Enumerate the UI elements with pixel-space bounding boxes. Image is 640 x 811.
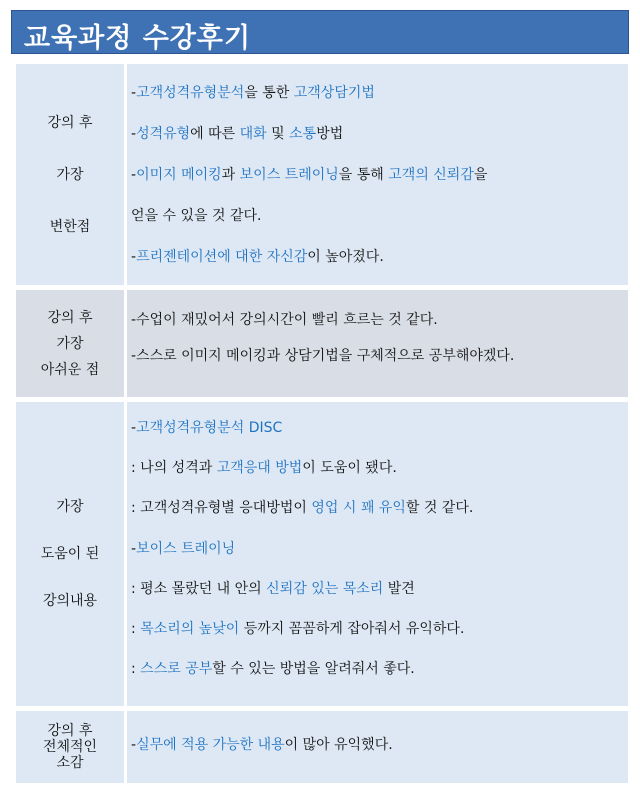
body-text: -수업이 재밌어서 강의시간이 빨리 흐르는 것 같다. bbox=[131, 312, 438, 328]
body-text: 할 것 같다. bbox=[405, 500, 474, 516]
section-label-line: 가장 bbox=[56, 166, 84, 183]
section-regrets bbox=[16, 290, 628, 397]
section-content-cell bbox=[127, 402, 628, 706]
body-text: 및 bbox=[266, 126, 290, 142]
body-text: - bbox=[131, 126, 137, 142]
highlighted-text: 영업 시 꽤 유익 bbox=[311, 500, 406, 516]
section-label-line: 가장 bbox=[56, 335, 84, 352]
highlighted-text: 고객성격유형분석 DISC bbox=[136, 420, 283, 436]
body-text: : bbox=[131, 621, 141, 637]
body-text: 과 bbox=[221, 167, 240, 183]
highlighted-text: 성격유형 bbox=[136, 126, 191, 142]
content-line bbox=[131, 207, 261, 225]
content-line bbox=[131, 620, 464, 638]
body-text: 등까지 꼼꼼하게 잡아줘서 유익하다. bbox=[239, 621, 465, 637]
highlighted-text: 고객의 신뢰감 bbox=[388, 167, 474, 183]
highlighted-text: 목소리의 높낮이 bbox=[140, 621, 240, 637]
body-text: 발견 bbox=[383, 581, 415, 597]
content-line bbox=[131, 540, 235, 558]
content-line bbox=[131, 419, 282, 437]
section-label-line: 도움이 된 bbox=[40, 546, 100, 562]
section-label-line: 변한점 bbox=[49, 218, 91, 235]
body-text: : 고객성격유형별 응대방법이 bbox=[131, 500, 312, 516]
body-text: 이 도움이 됐다. bbox=[302, 460, 397, 476]
section-label-line: 소감 bbox=[56, 755, 84, 771]
body-text: 얻을 수 있을 것 같다. bbox=[131, 208, 262, 224]
body-text: 방법 bbox=[316, 126, 344, 142]
body-text: 을 bbox=[473, 167, 488, 183]
section-label-line: 가장 bbox=[56, 499, 84, 515]
body-text: -스스로 이미지 메이킹과 상담기법을 구체적으로 공부해야겠다. bbox=[131, 348, 515, 364]
content-line bbox=[131, 660, 415, 678]
highlighted-text: 프리젠테이션에 대한 자신감 bbox=[136, 249, 308, 265]
content-line bbox=[131, 248, 384, 266]
content-line bbox=[131, 311, 438, 329]
highlighted-text: 신뢰감 있는 목소리 bbox=[266, 581, 384, 597]
body-text: 에 따른 bbox=[190, 126, 240, 142]
section-label-line: 강의 후 bbox=[47, 723, 93, 739]
section-label-line: 강의 후 bbox=[47, 309, 93, 326]
body-text: : 평소 몰랐던 내 안의 bbox=[131, 581, 267, 597]
body-text: : 나의 성격과 bbox=[131, 460, 217, 476]
section-most-changed bbox=[16, 64, 628, 285]
body-text: - bbox=[131, 737, 137, 753]
highlighted-text: 이미지 메이킹 bbox=[136, 167, 222, 183]
body-text: 이 많아 유익했다. bbox=[284, 737, 393, 753]
body-text: 을 통한 bbox=[244, 85, 294, 101]
body-text: - bbox=[131, 541, 137, 557]
section-content-cell bbox=[127, 711, 628, 783]
page-title: 교육과정 수강후기 bbox=[24, 23, 252, 54]
content-line bbox=[131, 347, 514, 365]
highlighted-text: 보이스 트레이닝 bbox=[136, 541, 236, 557]
body-text: - bbox=[131, 249, 137, 265]
section-most-helpful bbox=[16, 402, 628, 706]
section-label-line: 강의내용 bbox=[42, 593, 98, 609]
section-label-cell bbox=[16, 402, 124, 706]
highlighted-text: 실무에 적용 가능한 내용 bbox=[136, 737, 285, 753]
section-label-cell bbox=[16, 711, 124, 783]
section-label-cell bbox=[16, 290, 124, 397]
body-text: : bbox=[131, 661, 141, 677]
highlighted-text: 고객응대 방법 bbox=[216, 460, 303, 476]
highlighted-text: 소통 bbox=[289, 126, 317, 142]
section-overall bbox=[16, 711, 628, 783]
content-line bbox=[131, 459, 397, 477]
body-text: 이 높아졌다. bbox=[307, 249, 384, 265]
section-label-line: 전체적인 bbox=[42, 739, 98, 755]
highlighted-text: 고객상담기법 bbox=[293, 85, 375, 101]
highlighted-text: 고객성격유형분석 bbox=[136, 85, 245, 101]
highlighted-text: 보이스 트레이닝 bbox=[239, 167, 339, 183]
content-line bbox=[131, 499, 473, 517]
section-label-line: 아쉬운 점 bbox=[40, 361, 100, 378]
highlighted-text: 스스로 공부 bbox=[140, 661, 213, 677]
section-content-cell bbox=[127, 290, 628, 397]
content-line bbox=[131, 166, 487, 184]
content-line bbox=[131, 84, 375, 102]
body-text: - bbox=[131, 420, 137, 436]
body-text: - bbox=[131, 167, 137, 183]
content-line bbox=[131, 736, 393, 754]
body-text: 을 통해 bbox=[338, 167, 389, 183]
content-line bbox=[131, 580, 415, 598]
body-text: - bbox=[131, 85, 137, 101]
highlighted-text: 대화 bbox=[239, 126, 267, 142]
body-text: 할 수 있는 방법을 알려줘서 좋다. bbox=[212, 661, 415, 677]
section-label-line: 강의 후 bbox=[47, 114, 93, 131]
section-label-cell bbox=[16, 64, 124, 285]
title-banner bbox=[11, 10, 629, 54]
section-content-cell bbox=[127, 64, 628, 285]
content-line bbox=[131, 125, 343, 143]
